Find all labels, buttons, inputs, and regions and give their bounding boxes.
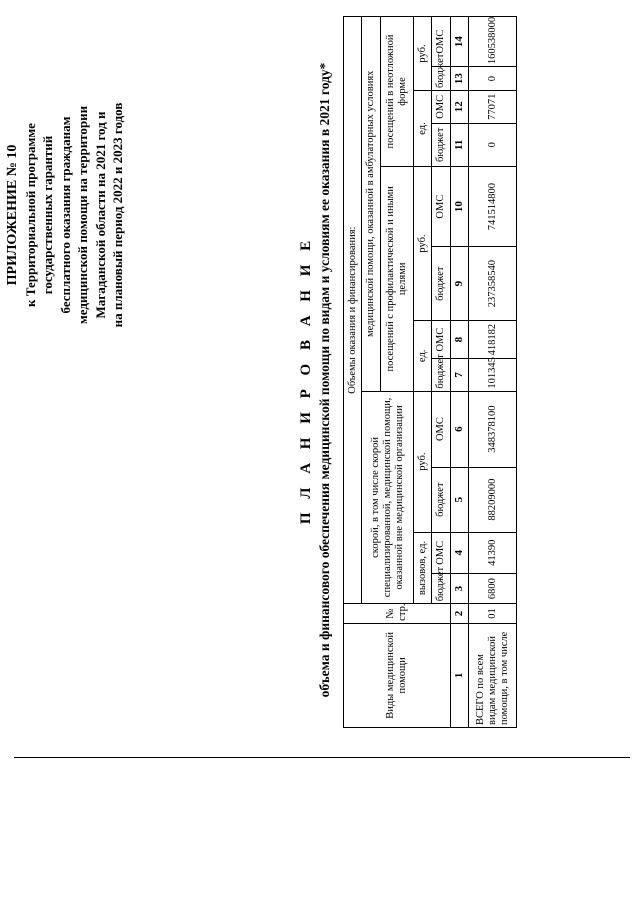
column-number: 8 [450, 321, 468, 359]
appendix-line: государственных гарантий [40, 135, 55, 295]
table-cell: 0 [469, 123, 517, 166]
planning-table [343, 16, 517, 728]
column-number: 3 [450, 573, 468, 603]
column-number: 14 [450, 17, 468, 67]
column-number: 9 [450, 247, 468, 321]
appendix-line: на плановый период 2022 и 2023 годов [110, 102, 125, 328]
table-cell: 41390 [469, 532, 517, 573]
column-number: 6 [450, 391, 468, 467]
table-cell: 741514800 [469, 166, 517, 246]
column-number: 7 [450, 359, 468, 392]
header-outpatient-care: медицинской помощи, оказанной в амбулаторных условиях [362, 17, 380, 392]
column-number: 4 [450, 532, 468, 573]
table-cell: 101345 [469, 359, 517, 392]
unit-ed: ед. [413, 91, 431, 167]
table-cell: 160538000 [469, 17, 517, 67]
unit-rub: руб. [413, 17, 431, 91]
column-number: 2 [450, 604, 468, 624]
header-budget: бюджет [432, 359, 450, 392]
header-budget: бюджет [432, 247, 450, 321]
appendix-line: бесплатного оказания гражданам [57, 116, 73, 314]
table-cell: 6800 [469, 573, 517, 603]
header-type-of-care: Виды медицинской помощи [344, 623, 451, 727]
header-line-number: № стр. [344, 604, 451, 624]
document-title: П Л А Н И Р О В А Н И Е [298, 235, 314, 525]
table-cell: 0 [469, 67, 517, 91]
header-budget: бюджет [432, 67, 450, 91]
header-budget: бюджет [432, 573, 450, 603]
row-line-number: 01 [469, 604, 517, 624]
column-number: 10 [450, 166, 468, 246]
column-number: 12 [450, 91, 468, 124]
table-row [469, 17, 517, 728]
page-divider-line [14, 757, 630, 758]
header-oms: ОМС [432, 532, 450, 573]
column-number: 5 [450, 467, 468, 532]
header-prophylactic-visits: посещений с профилактической и иными целями [380, 166, 413, 391]
appendix-line: к Территориальной программе [22, 123, 38, 307]
appendix-line: Магаданской области на 2021 год и [92, 111, 108, 319]
header-oms: ОМС [432, 17, 450, 67]
row-label: ВСЕГО по всем видам медицинской помощи, в том числе [469, 623, 517, 727]
header-oms: ОМС [432, 321, 450, 359]
table-cell: 77071 [469, 91, 517, 124]
unit-rub: руб. [413, 391, 431, 532]
header-budget: бюджет [432, 123, 450, 166]
header-oms: ОМС [432, 166, 450, 246]
table-cell: 348378100 [469, 391, 517, 467]
unit-ed: ед. [413, 321, 431, 392]
header-oms: ОМС [432, 391, 450, 467]
appendix-title: ПРИЛОЖЕНИЕ № 10 [5, 144, 20, 286]
column-number: 1 [450, 623, 468, 727]
table-cell: 88209000 [469, 467, 517, 532]
document-subtitle: объема и финансового обеспечения медицинской помощи по видам и условиям ее оказания в 2021 году* [317, 62, 332, 698]
rotated-document-page [0, 16, 520, 740]
table-cell: 237358540 [469, 247, 517, 321]
header-volumes-financing: Объемы оказания и финансирования: [344, 17, 362, 604]
unit-rub: руб. [413, 166, 431, 320]
appendix-line: медицинской помощи на территории [75, 105, 90, 325]
header-urgent-visits: посещений в неотложной форме [380, 17, 413, 167]
table-cell: 418182 [469, 321, 517, 359]
header-emergency-care: скорой, в том числе скорой специализированной, медицинской помощи, оказанной вне медицинской организации [362, 391, 414, 604]
unit-calls: вызовов, ед. [413, 532, 431, 604]
appendix-header [4, 50, 127, 380]
header-budget: бюджет [432, 467, 450, 532]
column-number: 11 [450, 123, 468, 166]
column-number: 13 [450, 67, 468, 91]
header-oms: ОМС [432, 91, 450, 124]
